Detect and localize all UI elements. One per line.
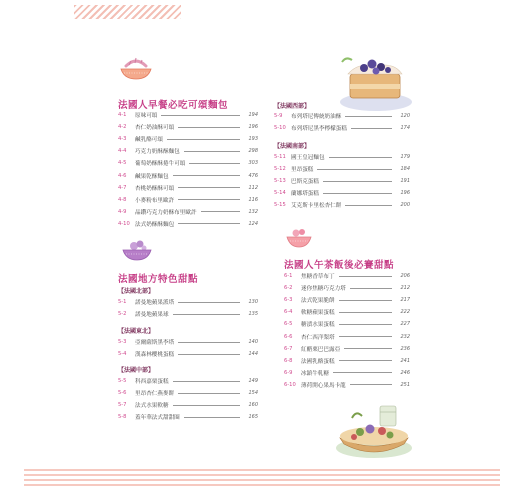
toc-entry[interactable] bbox=[274, 122, 410, 134]
entry-page: 132 bbox=[248, 208, 258, 215]
entry-number: 4-1 bbox=[118, 112, 127, 119]
entry-page: 251 bbox=[400, 381, 410, 388]
entry-page: 140 bbox=[248, 339, 258, 346]
dot-leader bbox=[178, 127, 240, 128]
dot-leader bbox=[173, 314, 240, 315]
toc-entry[interactable] bbox=[284, 270, 410, 282]
entry-page: 212 bbox=[400, 285, 410, 292]
entry-title: 亞爾薩斯黑李塔 bbox=[135, 340, 175, 347]
entry-page: 196 bbox=[248, 124, 258, 131]
entry-page: 160 bbox=[248, 402, 258, 409]
dot-leader bbox=[345, 116, 392, 117]
blueberry-cake-illustration bbox=[336, 52, 414, 114]
entry-page: 165 bbox=[248, 414, 258, 421]
dot-leader bbox=[178, 302, 240, 303]
toc-entry[interactable] bbox=[118, 218, 258, 230]
toc-list-west bbox=[274, 110, 410, 134]
entry-number: 6-7 bbox=[284, 345, 293, 352]
dot-leader bbox=[339, 324, 392, 325]
entry-number: 4-3 bbox=[118, 136, 127, 143]
toc-entry[interactable] bbox=[118, 348, 258, 360]
entry-number: 5-6 bbox=[118, 390, 127, 397]
entry-number: 4-2 bbox=[118, 124, 127, 131]
entry-page: 236 bbox=[400, 345, 410, 352]
entry-title: 布列塔尼傳統奶油酥 bbox=[291, 114, 342, 121]
dot-leader bbox=[178, 223, 240, 224]
dot-leader bbox=[173, 405, 240, 406]
entry-number: 6-8 bbox=[284, 357, 293, 364]
toc-entry[interactable] bbox=[284, 306, 410, 318]
dot-leader bbox=[184, 417, 240, 418]
toc-entry[interactable] bbox=[274, 151, 410, 163]
entry-title: 諾曼地蘋果球 bbox=[135, 312, 169, 319]
entry-title: 國王皇冠麵包 bbox=[291, 155, 325, 162]
entry-title: 杏仁奶油酥可頌 bbox=[135, 125, 175, 132]
entry-number: 6-10 bbox=[284, 381, 296, 388]
dot-leader bbox=[345, 205, 392, 206]
entry-number: 5-11 bbox=[274, 154, 286, 161]
entry-title: 杏桃奶酥酥可頌 bbox=[135, 185, 175, 192]
entry-number: 5-13 bbox=[274, 178, 286, 185]
entry-number: 4-7 bbox=[118, 184, 127, 191]
section-title-afternoon: 法國人午茶飯後必賽甜點 bbox=[284, 260, 395, 271]
entry-number: 5-9 bbox=[274, 113, 283, 120]
entry-title: 糖漬水果蛋糕 bbox=[301, 322, 335, 329]
entry-number: 5-14 bbox=[274, 190, 286, 197]
entry-number: 6-6 bbox=[284, 333, 293, 340]
entry-page: 232 bbox=[400, 333, 410, 340]
toc-entry[interactable] bbox=[118, 121, 258, 133]
toc-entry[interactable] bbox=[284, 367, 410, 379]
dot-leader bbox=[339, 300, 392, 301]
entry-title: 原味可頌 bbox=[135, 113, 158, 120]
toc-entry[interactable] bbox=[284, 379, 410, 391]
entry-page: 116 bbox=[248, 196, 258, 203]
toc-entry[interactable] bbox=[118, 308, 258, 320]
entry-title: 里昂杏仁燕麥餅 bbox=[135, 391, 175, 398]
entry-title: 法式水果軟糖 bbox=[135, 403, 169, 410]
entry-page: 124 bbox=[248, 220, 258, 227]
dot-leader bbox=[178, 342, 240, 343]
entry-page: 476 bbox=[248, 172, 258, 179]
dot-leader bbox=[178, 199, 240, 200]
entry-title: 杏仁西洋梨塔 bbox=[301, 334, 335, 341]
dot-leader bbox=[161, 115, 240, 116]
toc-entry[interactable] bbox=[284, 318, 410, 330]
toc-list-afternoon bbox=[284, 270, 410, 391]
region-label-north: 【法國北部】 bbox=[118, 288, 155, 295]
toc-entry[interactable] bbox=[118, 182, 258, 194]
entry-title: 小麥粉布里歐許 bbox=[135, 197, 175, 204]
toc-entry[interactable] bbox=[118, 387, 258, 399]
entry-number: 5-12 bbox=[274, 166, 286, 173]
entry-page: 217 bbox=[400, 297, 410, 304]
entry-page: 227 bbox=[400, 321, 410, 328]
toc-entry[interactable] bbox=[118, 375, 258, 387]
region-label-northeast: 【法國東北】 bbox=[118, 328, 155, 335]
toc-entry[interactable] bbox=[118, 411, 258, 423]
section-title-breakfast: 法國人早餐必吃可頌麵包 bbox=[118, 100, 229, 111]
dot-leader bbox=[339, 312, 392, 313]
dot-leader bbox=[201, 211, 240, 212]
entry-number: 5-4 bbox=[118, 351, 127, 358]
dot-leader bbox=[178, 354, 240, 355]
section-title-regional: 法國地方特色甜點 bbox=[118, 274, 199, 285]
dot-leader bbox=[178, 393, 240, 394]
entry-title: 里昂蛋糕 bbox=[291, 167, 314, 174]
entry-title: 軟糖蘋果蛋糕 bbox=[301, 310, 335, 317]
entry-number: 6-3 bbox=[284, 297, 293, 304]
toc-entry[interactable] bbox=[284, 330, 410, 342]
entry-number: 4-6 bbox=[118, 172, 127, 179]
toc-list-northeast bbox=[118, 336, 258, 360]
toc-entry[interactable] bbox=[118, 169, 258, 181]
entry-page: 246 bbox=[400, 369, 410, 376]
entry-number: 6-2 bbox=[284, 285, 293, 292]
entry-number: 6-5 bbox=[284, 321, 293, 328]
dot-leader bbox=[351, 128, 392, 129]
dot-leader bbox=[173, 381, 240, 382]
toc-entry[interactable] bbox=[118, 296, 258, 308]
toc-entry[interactable] bbox=[284, 282, 410, 294]
toc-entry[interactable] bbox=[274, 110, 410, 122]
entry-page: 149 bbox=[248, 378, 258, 385]
entry-title: 巴斯克蛋糕 bbox=[291, 179, 319, 186]
entry-number: 6-1 bbox=[284, 273, 293, 280]
toc-entry[interactable] bbox=[284, 343, 410, 355]
toc-entry[interactable] bbox=[284, 294, 410, 306]
toc-entry[interactable] bbox=[284, 355, 410, 367]
entry-page: 193 bbox=[248, 136, 258, 143]
dot-leader bbox=[339, 360, 392, 361]
dot-leader bbox=[317, 169, 392, 170]
entry-page: 112 bbox=[248, 184, 258, 191]
entry-page: 179 bbox=[400, 154, 410, 161]
dot-leader bbox=[178, 187, 240, 188]
toc-entry[interactable] bbox=[274, 187, 410, 199]
entry-page: 200 bbox=[400, 202, 410, 209]
entry-title: 焦糖香草布丁 bbox=[301, 274, 335, 281]
entry-page: 184 bbox=[400, 166, 410, 173]
entry-title: 漢森林櫻桃蛋糕 bbox=[135, 352, 175, 359]
croissant-bowl-icon bbox=[118, 54, 154, 82]
entry-title: 晶鑽巧克力奶酥布里歐許 bbox=[135, 209, 197, 216]
toc-entry[interactable] bbox=[118, 133, 258, 145]
entry-title: 法國乳酪蛋糕 bbox=[301, 358, 335, 365]
entry-page: 120 bbox=[400, 113, 410, 120]
entry-number: 5-10 bbox=[274, 125, 286, 132]
dot-leader bbox=[173, 175, 240, 176]
entry-number: 4-9 bbox=[118, 208, 127, 215]
entry-title: 巧克力奶酥酥麵包 bbox=[135, 149, 180, 156]
entry-number: 6-9 bbox=[284, 369, 293, 376]
toc-entry[interactable] bbox=[274, 199, 410, 211]
cake-bowl-icon bbox=[284, 226, 314, 250]
dot-leader bbox=[339, 336, 392, 337]
toc-list-central bbox=[118, 375, 258, 423]
toc-entry[interactable] bbox=[118, 145, 258, 157]
entry-title: 布列塔尼黑李檸檬蛋糕 bbox=[291, 126, 347, 133]
entry-title: 科西嘉栗蛋糕 bbox=[135, 379, 169, 386]
toc-list-north bbox=[118, 296, 258, 320]
dot-leader bbox=[323, 193, 392, 194]
entry-page: 206 bbox=[400, 273, 410, 280]
entry-number: 5-1 bbox=[118, 299, 127, 306]
entry-number: 6-4 bbox=[284, 309, 293, 316]
region-label-west: 【法國西部】 bbox=[274, 103, 311, 110]
fruit-tart-illustration bbox=[330, 398, 418, 462]
region-label-south: 【法國南部】 bbox=[274, 143, 311, 150]
top-stripe-decoration bbox=[74, 5, 181, 19]
dot-leader bbox=[350, 288, 392, 289]
entry-title: 薄荷開心果馬卡龍 bbox=[301, 382, 346, 389]
entry-title: 蘭娜塔蛋糕 bbox=[291, 191, 319, 198]
entry-title: 鹹乳酪可頌 bbox=[135, 137, 163, 144]
toc-entry[interactable] bbox=[274, 163, 410, 175]
entry-number: 4-4 bbox=[118, 148, 127, 155]
entry-page: 222 bbox=[400, 309, 410, 316]
entry-number: 5-2 bbox=[118, 311, 127, 318]
toc-entry[interactable] bbox=[118, 336, 258, 348]
entry-number: 4-10 bbox=[118, 220, 130, 227]
entry-page: 191 bbox=[400, 178, 410, 185]
bottom-stripe-decoration bbox=[24, 469, 500, 489]
entry-title: 紅醋栗巴巴露亞 bbox=[301, 346, 341, 353]
dot-leader bbox=[167, 139, 240, 140]
toc-list-south bbox=[274, 151, 410, 211]
dot-leader bbox=[323, 181, 392, 182]
entry-title: 鹹果乾酥麵包 bbox=[135, 173, 169, 180]
toc-entry[interactable] bbox=[118, 194, 258, 206]
entry-page: 144 bbox=[248, 351, 258, 358]
toc-entry[interactable] bbox=[274, 175, 410, 187]
entry-page: 194 bbox=[248, 112, 258, 119]
dot-leader bbox=[329, 157, 392, 158]
entry-title: 葡萄奶酥酥捲牛可頌 bbox=[135, 161, 186, 168]
entry-number: 5-8 bbox=[118, 414, 127, 421]
dot-leader bbox=[339, 276, 392, 277]
toc-entry[interactable] bbox=[118, 206, 258, 218]
entry-page: 298 bbox=[248, 148, 258, 155]
entry-number: 4-8 bbox=[118, 196, 127, 203]
entry-number: 5-3 bbox=[118, 339, 127, 346]
entry-title: 蓋年華法式甜甜圈 bbox=[135, 415, 180, 422]
entry-page: 241 bbox=[400, 357, 410, 364]
entry-number: 5-7 bbox=[118, 402, 127, 409]
region-label-central: 【法國中部】 bbox=[118, 367, 155, 374]
entry-title: 冰鎮牛軋糖 bbox=[301, 370, 329, 377]
entry-title: 諾曼地蘋果派塔 bbox=[135, 300, 175, 307]
entry-title: 法式乾果脆餅 bbox=[301, 298, 335, 305]
pastry-bowl-icon bbox=[120, 238, 154, 262]
toc-list-breakfast bbox=[118, 109, 258, 230]
dot-leader bbox=[333, 372, 392, 373]
dot-leader bbox=[344, 348, 392, 349]
entry-number: 5-15 bbox=[274, 202, 286, 209]
dot-leader bbox=[350, 384, 392, 385]
entry-page: 135 bbox=[248, 311, 258, 318]
entry-title: 法式奶酥酥麵包 bbox=[135, 221, 175, 228]
entry-page: 303 bbox=[248, 160, 258, 167]
dot-leader bbox=[184, 151, 240, 152]
toc-entry[interactable] bbox=[118, 157, 258, 169]
dot-leader bbox=[189, 163, 240, 164]
entry-page: 154 bbox=[248, 390, 258, 397]
entry-page: 174 bbox=[400, 125, 410, 132]
entry-number: 5-5 bbox=[118, 378, 127, 385]
entry-page: 196 bbox=[400, 190, 410, 197]
entry-title: 艾克斯卡里松杏仁餅 bbox=[291, 203, 342, 210]
entry-page: 130 bbox=[248, 299, 258, 306]
toc-entry[interactable] bbox=[118, 109, 258, 121]
entry-title: 迷你焦糖巧克力塔 bbox=[301, 286, 346, 293]
entry-number: 4-5 bbox=[118, 160, 127, 167]
toc-entry[interactable] bbox=[118, 399, 258, 411]
